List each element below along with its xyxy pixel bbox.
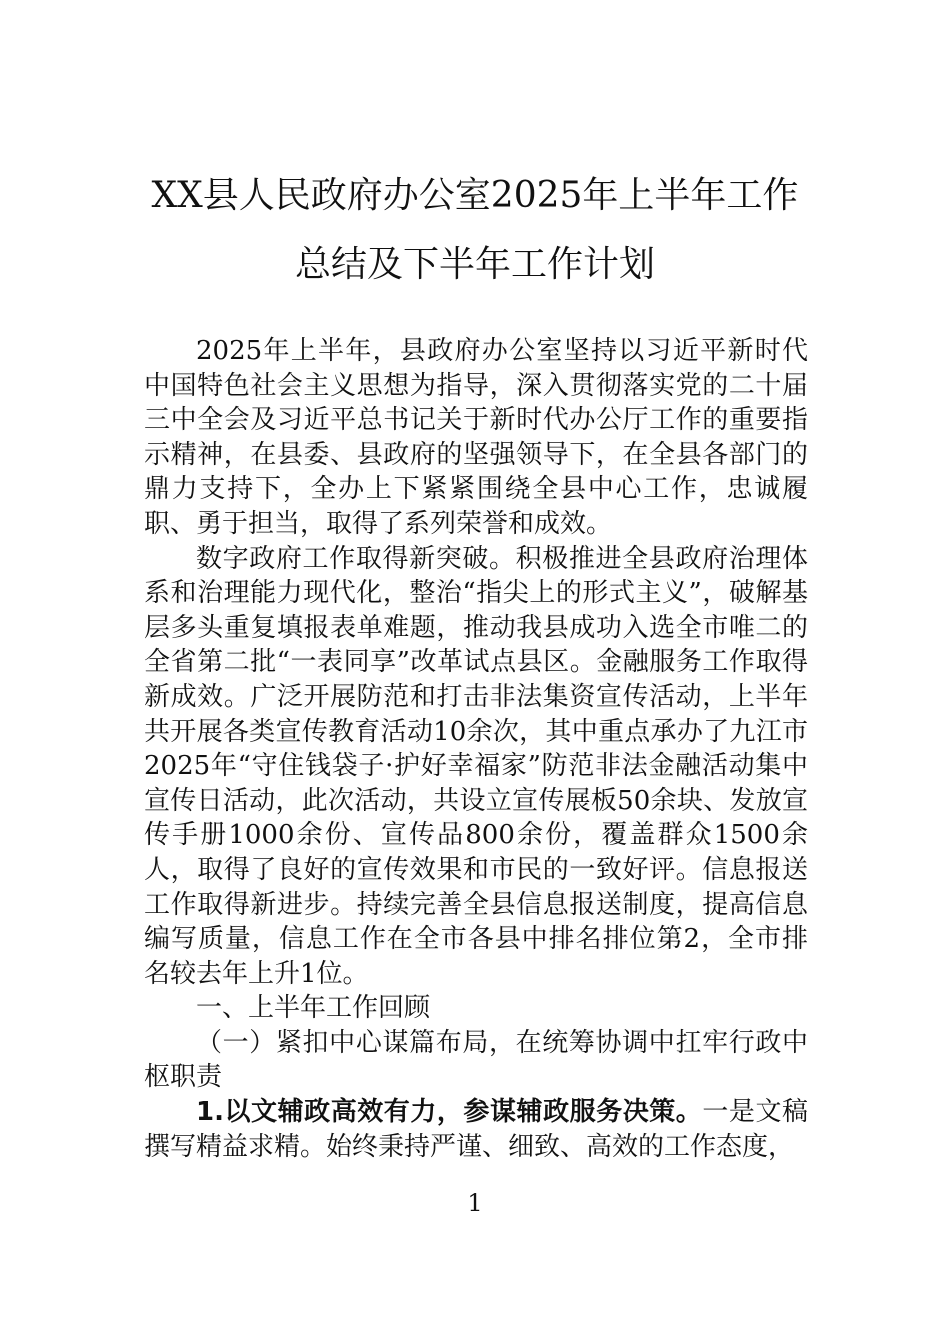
- achievements-paragraph: 数字政府工作取得新突破。积极推进全县政府治理体系和治理能力现代化，整治“指尖上的形式主义”，破解基层多头重复填报表单难题，推动我县成功入选全市唯二的全省第二批“一表同享”改革试点县区。金融服务工作取得新成效。广泛开展防范和打击非法集资宣传活动，上半年共开展各类宣传教育活动10余次，其中重点承办了九江市2025年“守住钱袋子·护好幸福家”防范非法金融活动集中宣传日活动，此次活动，共设立宣传展板50余块、发放宣传手册1000余份、宣传品800余份，覆盖群众1500余人，取得了良好的宣传效果和市民的一致好评。信息报送工作取得新进步。持续完善全县信息报送制度，提高信息编写质量，信息工作在全市各县中排名排位第2，全市排名较去年上升1位。: [144, 543, 808, 989]
- document-title-line-1: XX县人民政府办公室2025年上半年工作: [151, 175, 799, 216]
- intro-paragraph: 2025年上半年，县政府办公室坚持以习近平新时代中国特色社会主义思想为指导，深入贯彻落实党的二十届三中全会及习近平总书记关于新时代办公厅工作的重要指示精神，在县委、县政府的坚强领导下，在全县各部门的鼎力支持下，全办上下紧紧围绕全县中心工作，忠诚履职、勇于担当，取得了系列荣誉和成效。: [144, 336, 808, 539]
- item-lead-bold: 1.以文辅政高效有力，参谋辅政服务决策。: [196, 1097, 703, 1128]
- section-heading: 一、上半年工作回顾: [196, 993, 431, 1024]
- item-text: 一是文稿撰写精益求精。始终秉持严谨、细致、高效的工作态度，: [144, 1097, 808, 1162]
- item-paragraph: [144, 1095, 808, 1164]
- document-title-line-2: 总结及下半年工作计划: [294, 244, 655, 285]
- document-body: [144, 334, 808, 1164]
- subsection-heading: （一）紧扣中心谋篇布局，在统筹协调中扛牢行政中枢职责: [144, 1027, 808, 1093]
- page-number: 1: [467, 1189, 483, 1217]
